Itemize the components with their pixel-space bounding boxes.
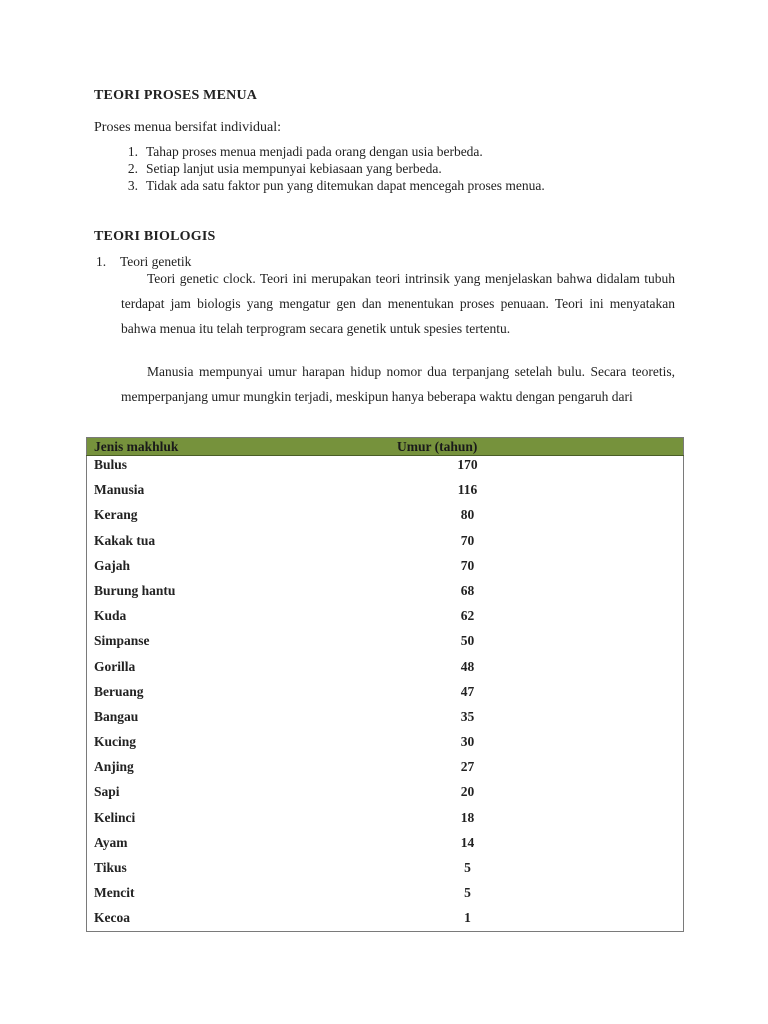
species-cell: Beruang bbox=[94, 683, 144, 699]
list-number: 2. bbox=[127, 161, 138, 176]
list-text: Setiap lanjut usia mempunyai kebiasaan yang berbeda. bbox=[146, 161, 442, 176]
species-cell: Kakak tua bbox=[94, 532, 156, 548]
table-row bbox=[87, 834, 684, 859]
lifespan-table bbox=[86, 437, 684, 932]
table-row bbox=[87, 758, 684, 783]
species-cell: Simpanse bbox=[94, 633, 150, 649]
species-cell: Bulus bbox=[94, 457, 128, 472]
table-row bbox=[87, 809, 684, 834]
age-cell: 70 bbox=[460, 532, 475, 548]
age-cell: 30 bbox=[460, 734, 475, 750]
table-row bbox=[87, 607, 684, 632]
species-cell: Burung hantu bbox=[94, 582, 176, 598]
table-row bbox=[87, 506, 684, 531]
table-row bbox=[87, 456, 684, 482]
species-cell: Sapi bbox=[94, 784, 120, 800]
list-item bbox=[94, 160, 694, 177]
section-title-teori-biologis: TEORI BIOLOGIS bbox=[94, 229, 216, 244]
list-text: Tahap proses menua menjadi pada orang dengan usia berbeda. bbox=[146, 144, 483, 159]
age-cell: 47 bbox=[460, 683, 475, 699]
age-cell: 1 bbox=[464, 910, 471, 926]
age-cell: 27 bbox=[460, 759, 475, 775]
column-header-age: Umur (tahun) bbox=[392, 438, 684, 456]
species-cell: Gorilla bbox=[94, 658, 136, 674]
age-cell: 50 bbox=[460, 633, 475, 649]
age-cell: 116 bbox=[457, 482, 478, 498]
paragraph-genetic-clock: Teori genetic clock. Teori ini merupakan teori intrinsik yang menjelaskan bahwa didalam tubuh terdapat jam biologis yang mengatur gen dan menentukan proses penuaan. Teori ini menyatakan bahwa menua itu telah terprogram secara genetik untuk spesies tertentu. bbox=[121, 271, 675, 336]
age-cell: 68 bbox=[460, 582, 475, 598]
age-cell: 5 bbox=[464, 885, 471, 901]
table-row bbox=[87, 658, 684, 683]
species-cell: Kucing bbox=[94, 734, 137, 750]
table-row bbox=[87, 884, 684, 909]
table-row bbox=[87, 909, 684, 932]
table-row bbox=[87, 859, 684, 884]
species-cell: Tikus bbox=[94, 860, 127, 875]
intro-text: Proses menua bersifat individual: bbox=[94, 120, 282, 135]
table-row bbox=[87, 733, 684, 758]
age-cell: 20 bbox=[460, 784, 475, 800]
species-cell: Kecoa bbox=[94, 910, 130, 926]
age-cell: 48 bbox=[460, 658, 475, 674]
species-cell: Manusia bbox=[94, 482, 145, 498]
column-header-species: Jenis makhluk bbox=[87, 438, 393, 456]
species-cell: Gajah bbox=[94, 557, 131, 573]
table-row bbox=[87, 557, 684, 582]
list-number: 1. bbox=[127, 144, 138, 159]
age-cell: 18 bbox=[460, 809, 475, 825]
list-item bbox=[94, 143, 694, 160]
table-row bbox=[87, 532, 684, 557]
species-cell: Mencit bbox=[94, 885, 135, 901]
table-row bbox=[87, 481, 684, 506]
age-cell: 80 bbox=[460, 507, 475, 523]
table-header-row bbox=[87, 438, 684, 456]
paragraph-human-lifespan: Manusia mempunyai umur harapan hidup nomor dua terpanjang setelah bulu. Secara teoretis, memperpanjang umur mungkin terjadi, meskipun hanya beberapa waktu dengan pengaruh dari bbox=[121, 364, 675, 404]
table-row bbox=[87, 683, 684, 708]
age-cell: 35 bbox=[460, 708, 475, 724]
subsection-number: 1. bbox=[96, 254, 107, 269]
section-title-teori-proses-menua: TEORI PROSES MENUA bbox=[94, 88, 258, 103]
age-cell: 14 bbox=[460, 834, 475, 850]
subsection-title: Teori genetik bbox=[120, 254, 192, 269]
age-cell: 70 bbox=[460, 557, 475, 573]
species-cell: Bangau bbox=[94, 708, 139, 724]
age-cell: 62 bbox=[460, 608, 475, 624]
list-text: Tidak ada satu faktor pun yang ditemukan dapat mencegah proses menua. bbox=[146, 178, 545, 193]
species-cell: Kuda bbox=[94, 608, 127, 624]
species-cell: Kelinci bbox=[94, 809, 136, 825]
table-row bbox=[87, 632, 684, 657]
table-row bbox=[87, 783, 684, 808]
list-number: 3. bbox=[127, 178, 138, 193]
age-cell: 5 bbox=[464, 860, 471, 875]
species-cell: Anjing bbox=[94, 759, 134, 775]
species-cell: Kerang bbox=[94, 507, 138, 523]
species-cell: Ayam bbox=[94, 834, 128, 850]
table-row bbox=[87, 708, 684, 733]
age-cell: 170 bbox=[457, 457, 478, 472]
list-item bbox=[94, 177, 694, 194]
numbered-list bbox=[94, 143, 694, 194]
table-row bbox=[87, 582, 684, 607]
